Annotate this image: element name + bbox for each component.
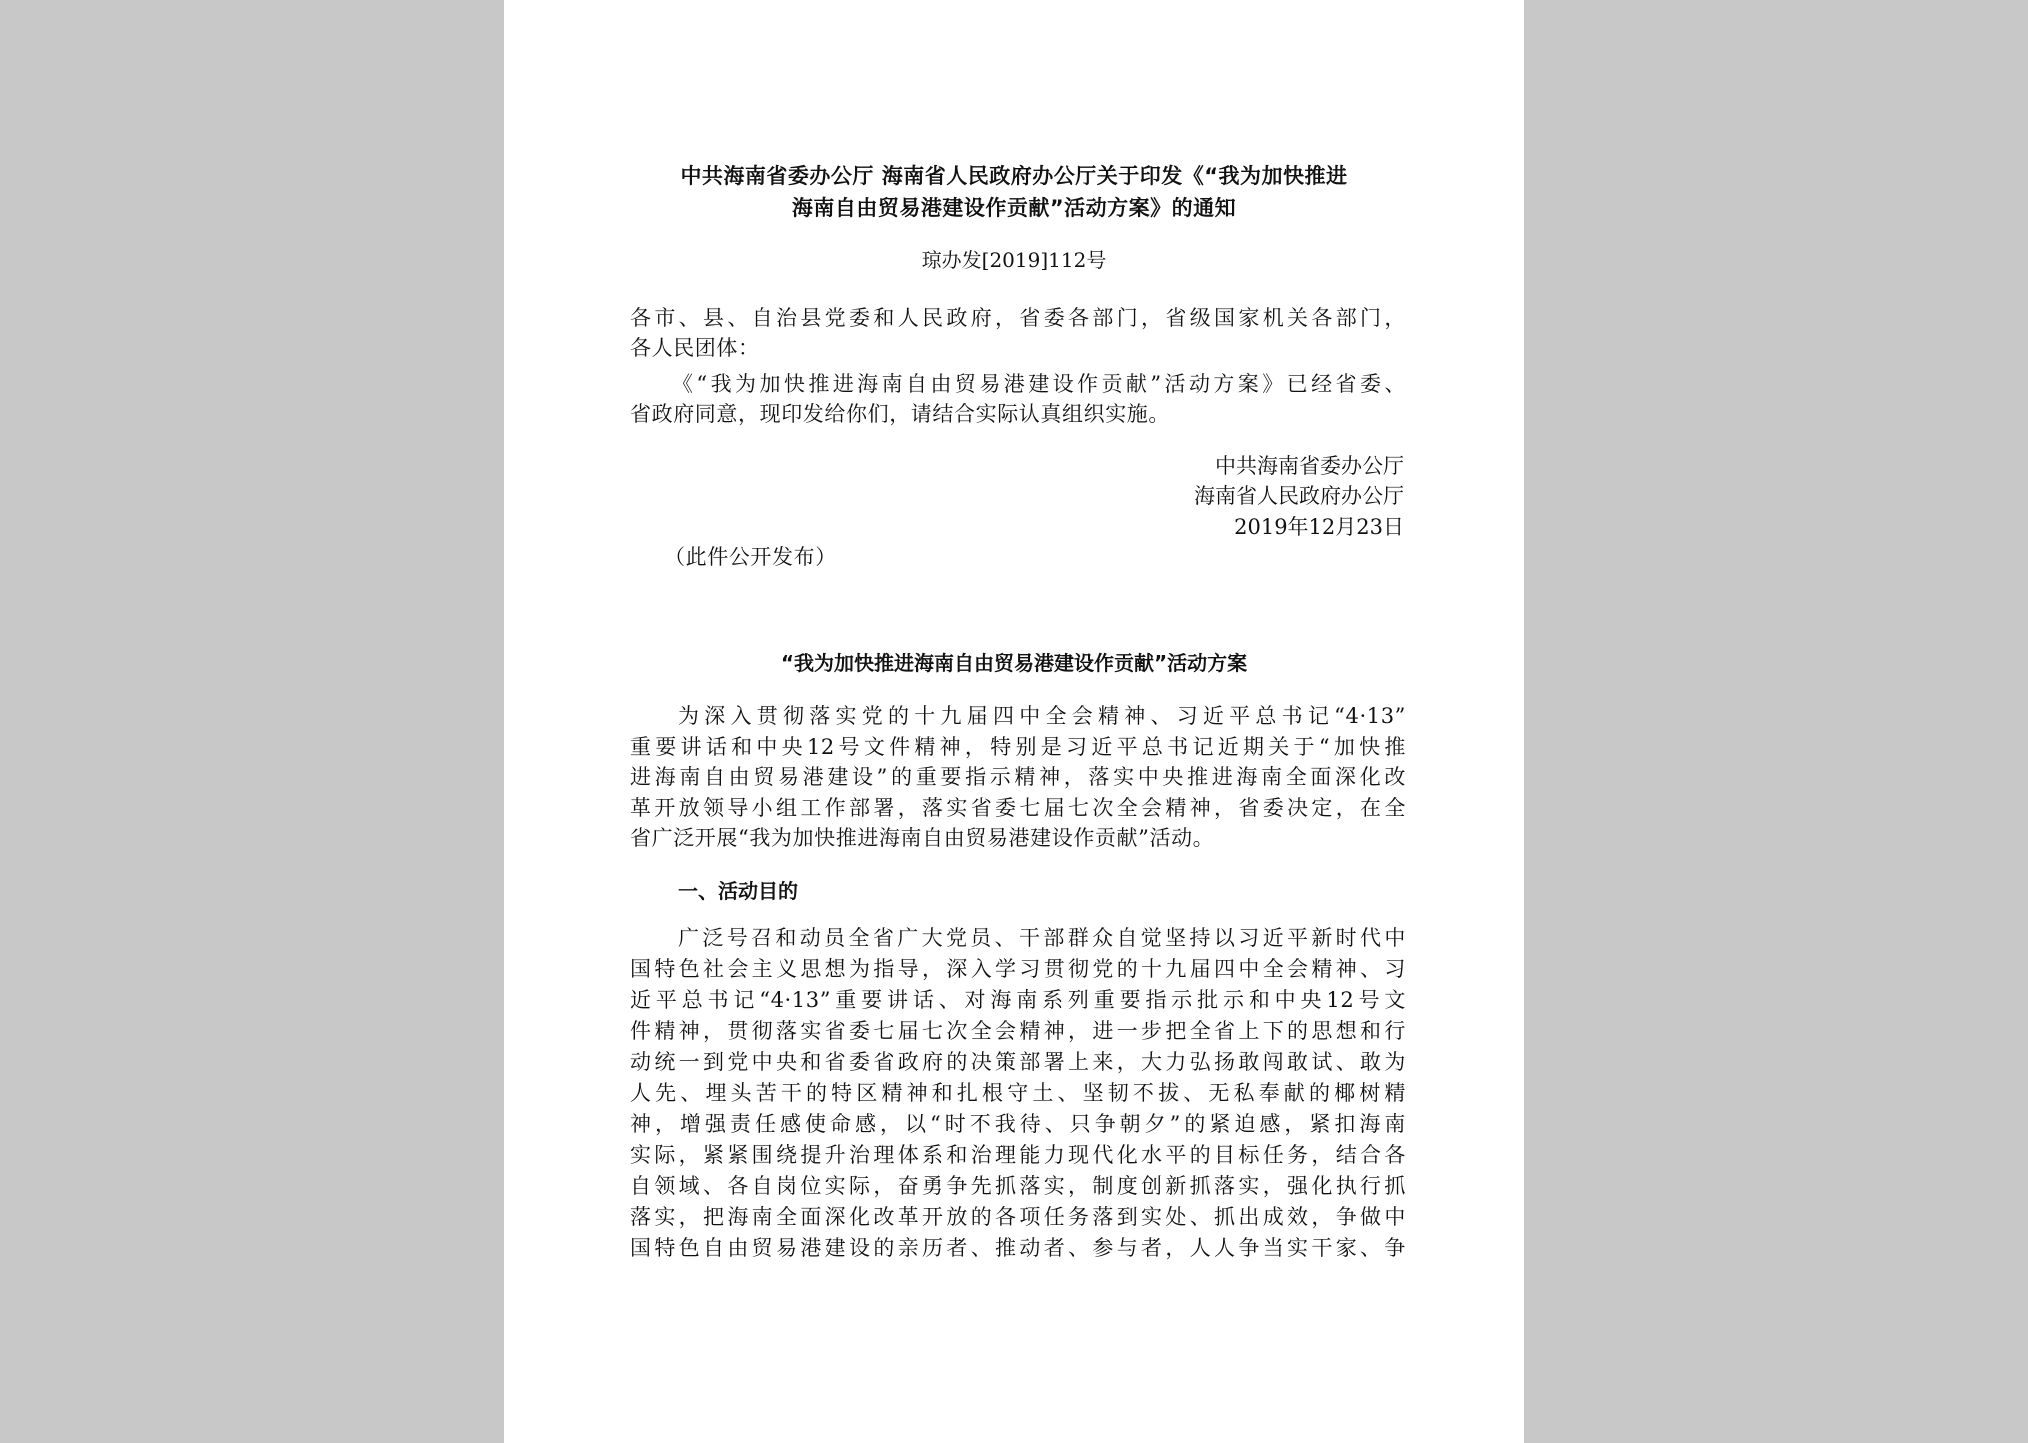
section-1-line-5: 动统一到党中央和省委省政府的决策部署上来，大力弘扬敢闯敢试、敢为 <box>630 1050 1406 1074</box>
section-1-line-1: 广泛号召和动员全省广大党员、干部群众自觉坚持以习近平新时代中 <box>678 926 1406 950</box>
signature-org-2: 海南省人民政府办公厅 <box>1194 484 1404 508</box>
section-1-line-4: 件精神，贯彻落实省委七届七次全会精神，进一步把全省上下的思想和行 <box>630 1019 1406 1043</box>
section-1-line-3: 近平总书记“4·13”重要讲话、对海南系列重要指示批示和中央12号文 <box>630 988 1406 1012</box>
signature-date: 2019年12月23日 <box>1234 515 1404 539</box>
notice-line-1: 《“我为加快推进海南自由贸易港建设作贡献”活动方案》已经省委、 <box>672 372 1406 396</box>
section-1-line-8: 实际，紧紧围绕提升治理体系和治理能力现代化水平的目标任务，结合各 <box>630 1143 1406 1167</box>
document-title-line-2: 海南自由贸易港建设作贡献”活动方案》的通知 <box>791 196 1237 220</box>
section-1-heading: 一、活动目的 <box>678 879 798 903</box>
section-1-line-6: 人先、埋头苦干的特区精神和扎根守土、坚韧不拔、无私奉献的椰树精 <box>630 1081 1406 1105</box>
section-1-line-2: 国特色社会主义思想为指导，深入学习贯彻党的十九届四中全会精神、习 <box>630 957 1406 981</box>
section-1-line-7: 神，增强责任感使命感，以“时不我待、只争朝夕”的紧迫感，紧扣海南 <box>630 1112 1406 1136</box>
intro-line-3: 进海南自由贸易港建设”的重要指示精神，落实中央推进海南全面深化改 <box>630 765 1406 789</box>
intro-line-1: 为深入贯彻落实党的十九届四中全会精神、习近平总书记“4·13” <box>678 704 1406 728</box>
document-number: 琼办发[2019]112号 <box>921 248 1107 272</box>
signature-org-1: 中共海南省委办公厅 <box>1215 454 1404 478</box>
notice-line-2: 省政府同意，现印发给你们，请结合实际认真组织实施。 <box>630 402 1170 426</box>
section-1-line-10: 落实，把海南全面深化改革开放的各项任务落到实处、抓出成效，争做中 <box>630 1205 1406 1229</box>
document-page <box>504 0 1524 1443</box>
addressee-line-2: 各人民团体： <box>630 336 760 360</box>
intro-line-5: 省广泛开展“我为加快推进海南自由贸易港建设作贡献”活动。 <box>630 826 1215 850</box>
section-1-line-11: 国特色自由贸易港建设的亲历者、推动者、参与者，人人争当实干家、争 <box>630 1236 1406 1260</box>
document-title-line-1: 中共海南省委办公厅 海南省人民政府办公厅关于印发《“我为加快推进 <box>680 164 1348 188</box>
intro-line-2: 重要讲话和中央12号文件精神，特别是习近平总书记近期关于“加快推 <box>630 735 1406 759</box>
section-1-line-9: 自领域、各自岗位实际，奋勇争先抓落实，制度创新抓落实，强化执行抓 <box>630 1174 1406 1198</box>
public-release-note: （此件公开发布） <box>664 545 837 569</box>
plan-title: “我为加快推进海南自由贸易港建设作贡献”活动方案 <box>780 651 1248 675</box>
intro-line-4: 革开放领导小组工作部署，落实省委七届七次全会精神，省委决定，在全 <box>630 796 1406 820</box>
addressee-line-1: 各市、县、自治县党委和人民政府，省委各部门，省级国家机关各部门， <box>630 306 1406 330</box>
